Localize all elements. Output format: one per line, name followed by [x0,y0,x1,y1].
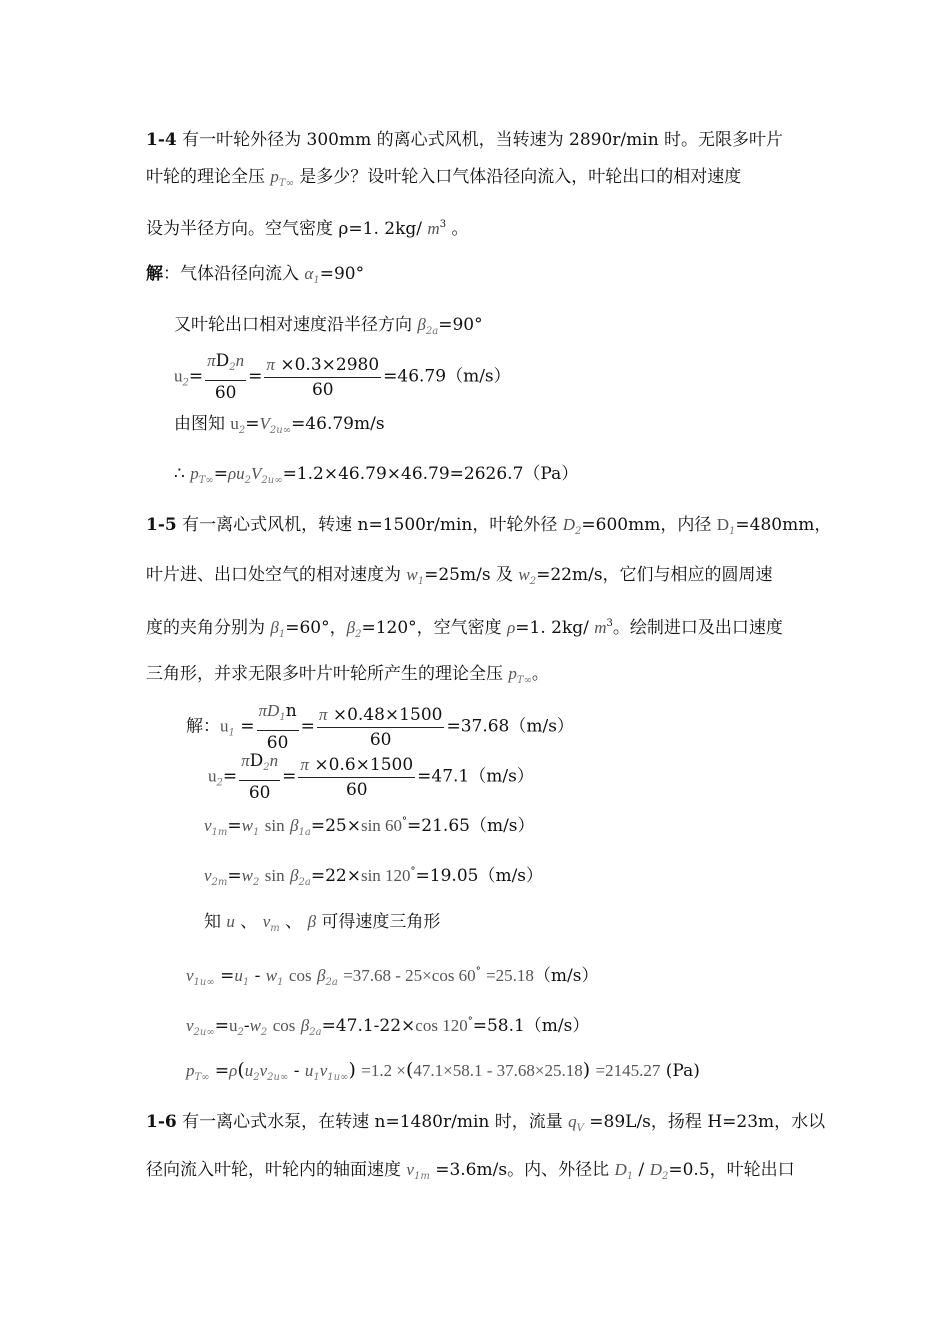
fraction: $\frac{\pi D_2n}{60}$ [241,751,279,803]
problem-1-6-line-1: 1-6 有一离心式水泵，在转速 n=1480r/min 时，流量 $q_V =89L/s$，扬程 H=23m，水以 [146,1112,826,1134]
solution-1-5-step-3: $v_{1m}=w_1$ $\sin \beta_{1a}=25\times\sin$ 60°=21.65（m/s） [204,816,535,838]
solution-1-5-step-6: $v_{1u\infty} =u_1 - w_1$ $\cos \beta_{2a} =37.68 - 25\times\cos$ 60° =25.18（m/s） [186,966,599,988]
solution-1-4-step-2: 又叶轮出口相对速度沿半径方向 $\beta_{2a}=90^\circ$ [174,315,483,337]
solution-1-5-step-1: 解：$u_1$ = $\frac{\pi D_1n}{60}$ = $\frac{\pi \times 0.48\times 1500}{60}$ =37.68（m/s） [186,701,574,753]
solution-1-4-step-4: 由图知 $u_2=V_{2u\infty}=46.79m/s$ [174,414,385,436]
solution-1-4-step-5: ∴ $p_{T\infty}=\rho u_2V_{2u\infty}=1.2\times 46.79\times 46.79=2626.7(Pa)$ [174,464,579,486]
solution-1-5-step-7: $v_{2u\infty}=u_2-w_2$ $\cos \beta_{2a}=47.1-22\times\cos$ 120°=58.1（m/s） [186,1016,590,1038]
problem-1-5-line-4: 三角形，并求无限多叶片叶轮所产生的理论全压 $p_{T\infty}$。 [146,664,549,686]
problem-1-4-line-3: 设为半径方向。空气密度 ρ=1. 2kg/ $m^3$ 。 [146,219,469,239]
solution-1-5-step-8: $p_{T\infty} =\rho(u_2v_{2u\infty} - u_1v_{1u\infty}) =1.2 \times(47.1\times 58.1 - 37.68\times 25.18) =2145.27$ (Pa) [186,1059,700,1083]
problem-1-5-line-1: 1-5 有一离心式风机，转速 n=1500r/min，叶轮外径 $D_2=600mm$，内径 $D_1=480mm$， [146,515,832,537]
fraction: $\frac{\pi D_2n}{60}$ [207,351,245,403]
problem-1-5-line-2: 叶片进、出口处空气的相对速度为 $w_1=25m/s$ 及 $w_2=22m/s$，它们与相应的圆周速 [146,565,773,587]
solution-1-4-step-3: $u_2=$ $\frac{\pi D_2n}{60}$ = $\frac{\pi \times 0.3\times 2980}{60}$ =46.79（m/s） [174,351,511,403]
fraction: $\frac{\pi D_1n}{60}$ [258,701,297,753]
solution-1-5-step-5: 知 u 、 $v_m$ 、 β 可得速度三角形 [204,912,441,934]
problem-1-5-line-3: 度的夹角分别为 $\beta_1=60^\circ$，$\beta_2=120^\circ$，空气密度 ρ=1. 2kg/ $m^3$。绘制进口及出口速度 [146,618,783,640]
solution-1-4-step-1: 解：气体沿径向流入 $\alpha_1=90^\circ$ [146,264,365,286]
fraction: $\frac{\pi \times 0.6\times 1500}{60}$ [300,754,414,800]
solution-1-5-step-4: $v_{2m}=w_2$ $\sin \beta_{2a}=22\times\sin$ 120°=19.05（m/s） [204,866,544,888]
fraction: $\frac{\pi \times 0.48\times 1500}{60}$ [318,704,443,750]
problem-1-4-line-2: 叶轮的理论全压 $p_{T\infty}$ 是多少？设叶轮入口气体沿径向流入，叶轮出口的相对速度 [146,167,742,189]
problem-1-6-line-2: 径向流入叶轮，叶轮内的轴面速度 $v_{1m} =3.6m/s$。内、外径比 $D_1 / D_2=0.5$，叶轮出口 [146,1160,795,1182]
fraction: $\frac{\pi \times 0.3\times 2980}{60}$ [266,354,380,400]
problem-1-4-line-1: 1-4 有一叶轮外径为 300mm 的离心式风机，当转速为 2890r/min 时。无限多叶片 [146,130,784,150]
solution-1-5-step-2: $u_2=$ $\frac{\pi D_2n}{60}$ = $\frac{\pi \times 0.6\times 1500}{60}$ =47.1（m/s） [208,751,534,803]
